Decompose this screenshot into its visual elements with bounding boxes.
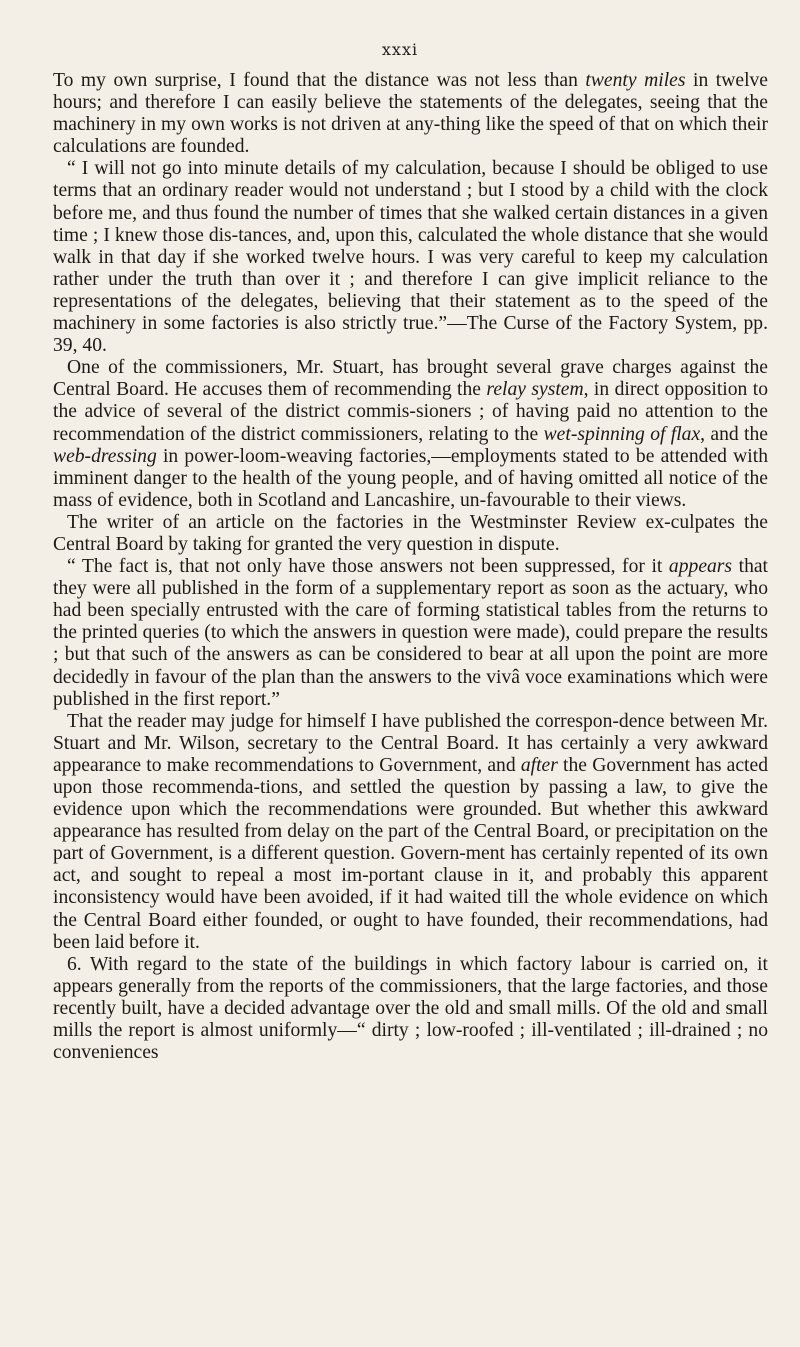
italic-text: after <box>520 754 558 776</box>
text-run: That the reader may judge for himself I have published the correspon-dence between Mr. Stuart and Mr. Wilson, secretary to the Central Board. It has certainly a very awkward appearance to make recommendations to Government, and <box>53 710 768 776</box>
paragraph <box>53 70 768 158</box>
text-run: “ The fact is, that not only have those answers not been suppressed, for it <box>67 556 669 578</box>
text-run: , and the <box>700 423 768 445</box>
paragraph <box>53 556 768 711</box>
text-run: One of the commissioners, Mr. Stuart, has brought several grave charges against the Central Board. He accuses them of recommending the <box>53 357 768 401</box>
paragraph <box>53 158 768 357</box>
paragraph <box>53 711 768 954</box>
page-number: xxxi <box>381 40 419 59</box>
text-run: The writer of an article on the factories in the Westminster Review ex-culpates the Central Board by taking for granted the very question in dispute. <box>53 511 768 555</box>
text-run: , in direct opposition to the advice of several of the district commis-sioners ; of having paid no attention to the recommendation of the district commissioners, relating to the <box>53 379 768 445</box>
italic-text: relay system <box>486 379 584 401</box>
text-run: in twelve hours; and therefore I can easily believe the statements of the delegates, seeing that the machinery in my own works is not driven at any-thing like the speed of that on which their calculations are founded. <box>53 70 769 158</box>
italic-text: wet-spinning of flax <box>543 423 701 445</box>
italic-text: web-dressing <box>53 445 157 467</box>
body-text <box>53 70 768 1064</box>
text-run: To my own surprise, I found that the distance was not less than <box>53 70 586 91</box>
italic-text: appears <box>668 556 733 578</box>
text-run: the Government has acted upon those recommenda-tions, and settled the question by passing a law, to give the evidence upon which the recommendations were grounded. But whether this awkward appearance has resulted from delay on the part of the Central Board, or precipitation on the part of Government, is a different question. Govern-ment has certainly repented of its own act, and sought to repeal a most im-portant clause in it, and probably this apparent inconsistency would have been avoided, if it had waited till the whole evidence on which the Central Board either founded, or ought to have founded, their recommendations, had been laid before it. <box>53 754 768 953</box>
paragraph <box>53 512 768 556</box>
italic-text: twenty miles <box>585 70 686 91</box>
text-run: that they were all published in the form of a supplementary report as soon as the actuary, who had been specially entrusted with the care of forming statistical tables from the returns to the printed queries (to which the answers in question were made), could prepare the results ; but that such of the answers as can be considered to bear at all upon the point are more decidedly in favour of the plan than the answers to the vivâ voce examinations which were published in the first report.” <box>53 556 769 710</box>
text-run: “ I will not go into minute details of my calculation, because I should be obliged to use terms that an ordinary reader would not understand ; but I stood by a child with the clock before me, and thus found the number of times that she walked certain distances in a given time ; I knew those dis-tances, and, upon this, calculated the whole distance that she would walk in that day if she worked twelve hours. I was very careful to keep my calculation rather under the truth than over it ; and therefore I can give implicit reliance to the representations of the delegates, believing that their statement as to the speed of the machinery in some factories is also strictly true.”—The Curse of the Factory System, pp. 39, 40. <box>53 158 768 357</box>
text-run: in power-loom-weaving factories,—employments stated to be attended with imminent danger to the health of the young people, and of having omitted all notice of the mass of evidence, both in Scotland and Lancashire, un-favourable to their views. <box>53 445 768 511</box>
paragraph <box>53 954 768 1064</box>
paragraph <box>53 357 768 512</box>
text-run: 6. With regard to the state of the buildings in which factory labour is carried on, it appears generally from the reports of the commissioners, that the large factories, and those recently built, have a decided advantage over the old and small mills. Of the old and small mills the report is almost uniformly—“ dirty ; low-roofed ; ill-ventilated ; ill-drained ; no conveniences <box>53 953 768 1064</box>
